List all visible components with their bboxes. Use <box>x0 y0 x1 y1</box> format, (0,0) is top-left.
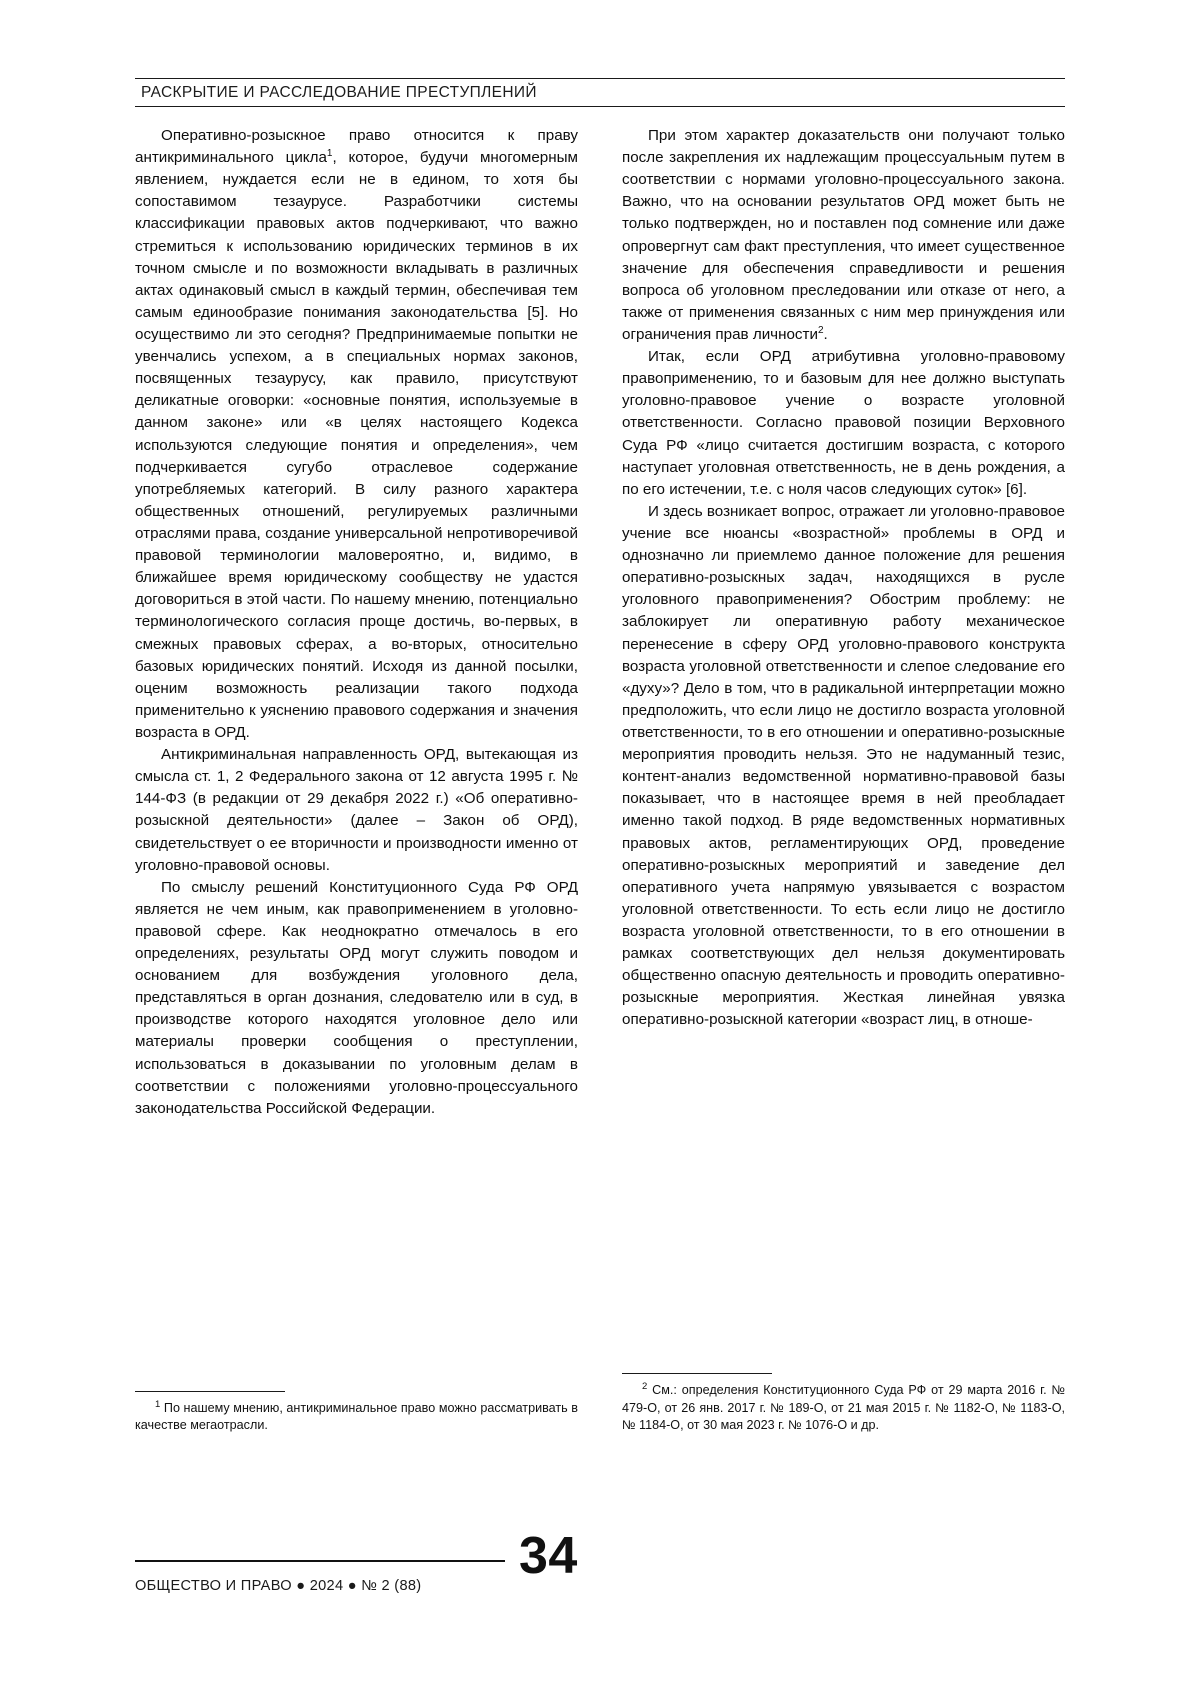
running-head <box>135 78 1065 107</box>
footnote-reference: 2 <box>817 324 824 336</box>
paragraph: При этом характер доказательств они получают только после закрепления их надлежащим процессуальным путем в соответствии с нормами уголовно-процессуального закона. Важно, что на основании результатов ОРД может быть не только подтвержден, но и поставлен под сомнение или даже опровергнут сам факт преступления, что имеет существенное значение для обеспечения справедливости и решения вопроса об уголовном преследовании или отказе от него, а также от применения связанных с ним мер принуждения или ограничения прав личности$^2$. <box>622 127 1065 343</box>
footnote-text <box>135 1398 578 1435</box>
running-head-text: РАСКРЫТИЕ И РАССЛЕДОВАНИЕ ПРЕСТУПЛЕНИЙ <box>141 84 537 101</box>
paragraph: И здесь возникает вопрос, отражает ли уголовно-правовое учение все нюансы «возрастной» проблемы в ОРД и однозначно ли приемлемо данное положение для решения оперативно-розыскных задач, находящихся в русле уголовного правоприменения? Обострим проблему: не заблокирует ли оперативную работу механическое перенесение в сферу ОРД уголовно-правового конструкта возраста уголовной ответственности и слепое следование его «духу»? Дело в том, что в радикальной интерпретации можно предположить, что если лицо не достигло возраста уголовной ответственности, то в его отношении и оперативно-розыскные мероприятия проводить нельзя. Это не надуманный тезис, контент-анализ ведомственной нормативно-правовой базы показывает, что в настоящее время в ней преобладает именно такой подход. В ряде ведомственных нормативных правовых актов, регламентирующих ОРД, проведение оперативно-розыскных мероприятий и заведение дел оперативного учета напрямую увязывается с возрастом уголовной ответственности. То есть если лицо не достигло возраста уголовной ответственности, то в его отношении в рамках соответствующих дел нельзя документировать общественно опасную деятельность и проводить оперативно-розыскные мероприятия. Жесткая линейная увязка оперативно-розыскной категории «возраст лиц, в отноше- <box>622 502 1065 1029</box>
paragraph: Антикриминальная направленность ОРД, вытекающая из смысла ст. 1, 2 Федерального закона от 12 августа 1995 г. № 144-ФЗ (в редакции от 29 декабря 2022 г.) «Об оперативно-розыскной деятельности» (далее – Закон об ОРД), свидетельствует о ее вторичности и производности именно от уголовно-правовой основы. <box>135 746 578 874</box>
left-column <box>135 125 578 1435</box>
footnote-reference: 1 <box>326 148 333 160</box>
footnote-rule <box>622 1373 772 1374</box>
paragraph: Итак, если ОРД атрибутивна уголовно-правовому правоприменению, то и базовым для нее должно выступать уголовно-правовое учение о возрасте уголовной ответственности. Согласно правовой позиции Верховного Суда РФ «лицо считается достигшим возраста, с которого наступает уголовная ответственность, не в день рождения, а по его истечении, т.е. с ноля часов следующих суток» [6]. <box>622 348 1065 498</box>
paragraph: По смыслу решений Конституционного Суда РФ ОРД является не чем иным, как правоприменением в уголовно-правовой сфере. Как неоднократно отмечалось в его определениях, результаты ОРД могут служить поводом и основанием для возбуждения уголовного дела, представляться в орган дознания, следователю или в суд, в производстве которого находятся уголовное дело или материалы проверки сообщения о преступлении, использоваться в доказывании по уголовным делам в соответствии с положениями уголовно-процессуального законодательства Российской Федерации. <box>135 878 578 1117</box>
footnote-marker: 1 <box>155 1398 161 1410</box>
journal-imprint: ОБЩЕСТВО И ПРАВО ● 2024 ● № 2 (88) <box>135 1578 422 1594</box>
page-footer <box>135 1527 1065 1640</box>
footer-rule <box>135 1560 505 1562</box>
footnote-body: По нашему мнению, антикриминальное право можно рассматривать в качестве мегаотрасли. <box>135 1400 578 1433</box>
right-column <box>622 125 1065 1435</box>
body-columns <box>135 125 1065 1435</box>
footnote-marker: 2 <box>642 1380 648 1392</box>
page-number: 34 <box>519 1527 578 1585</box>
footnote-text <box>622 1380 1065 1435</box>
footnote-rule <box>135 1391 285 1392</box>
footnote-right <box>622 1373 1065 1435</box>
paragraph: Оперативно-розыскное право относится к праву антикриминального цикла$^1$, которое, будучи многомерным явлением, нуждается если не в едином, то хотя бы сопоставимом тезаурусе. Разработчики системы классификации правовых актов подчеркивают, что важно стремиться к использованию юридических терминов в их точном смысле и по возможности вкладывать в различных актах одинаковый смысл в каждый термин, обеспечивая тем самым единообразие понимания законодательства [5]. Но осуществимо ли это сегодня? Предпринимаемые попытки не увенчались успехом, а в специальных нормах законов, посвященных тезаурусу, как правило, присутствуют деликатные оговорки: «основные понятия, используемые в данном законе» или «в целях настоящего Кодекса используются следующие понятия и определения», чем подчеркивается сугубо отраслевое содержание употребляемых категорий. В силу разного характера общественных отношений, регулируемых различными отраслями права, создание универсальной непротиворечивой правовой терминологии маловероятно, и, видимо, в ближайшее время юридическому сообществу не удастся договориться в этой части. По нашему мнению, потенциально терминологического согласия проще достичь, во-первых, в смежных правовых сферах, а во-вторых, относительно базовых юридических понятий. Исходя из данной посылки, оценим возможность реализации такого подхода применительно к уяснению правового содержания и значения возраста в ОРД. <box>135 127 578 741</box>
footnote-left <box>135 1391 578 1435</box>
footnote-body: См.: определения Конституционного Суда РФ от 29 марта 2016 г. № 479-О, от 26 янв. 2017 г. № 189-О, от 21 мая 2015 г. № 1182-О, № 1183-О, № 1184-О, от 30 мая 2023 г. № 1076-О и др. <box>622 1383 1065 1433</box>
